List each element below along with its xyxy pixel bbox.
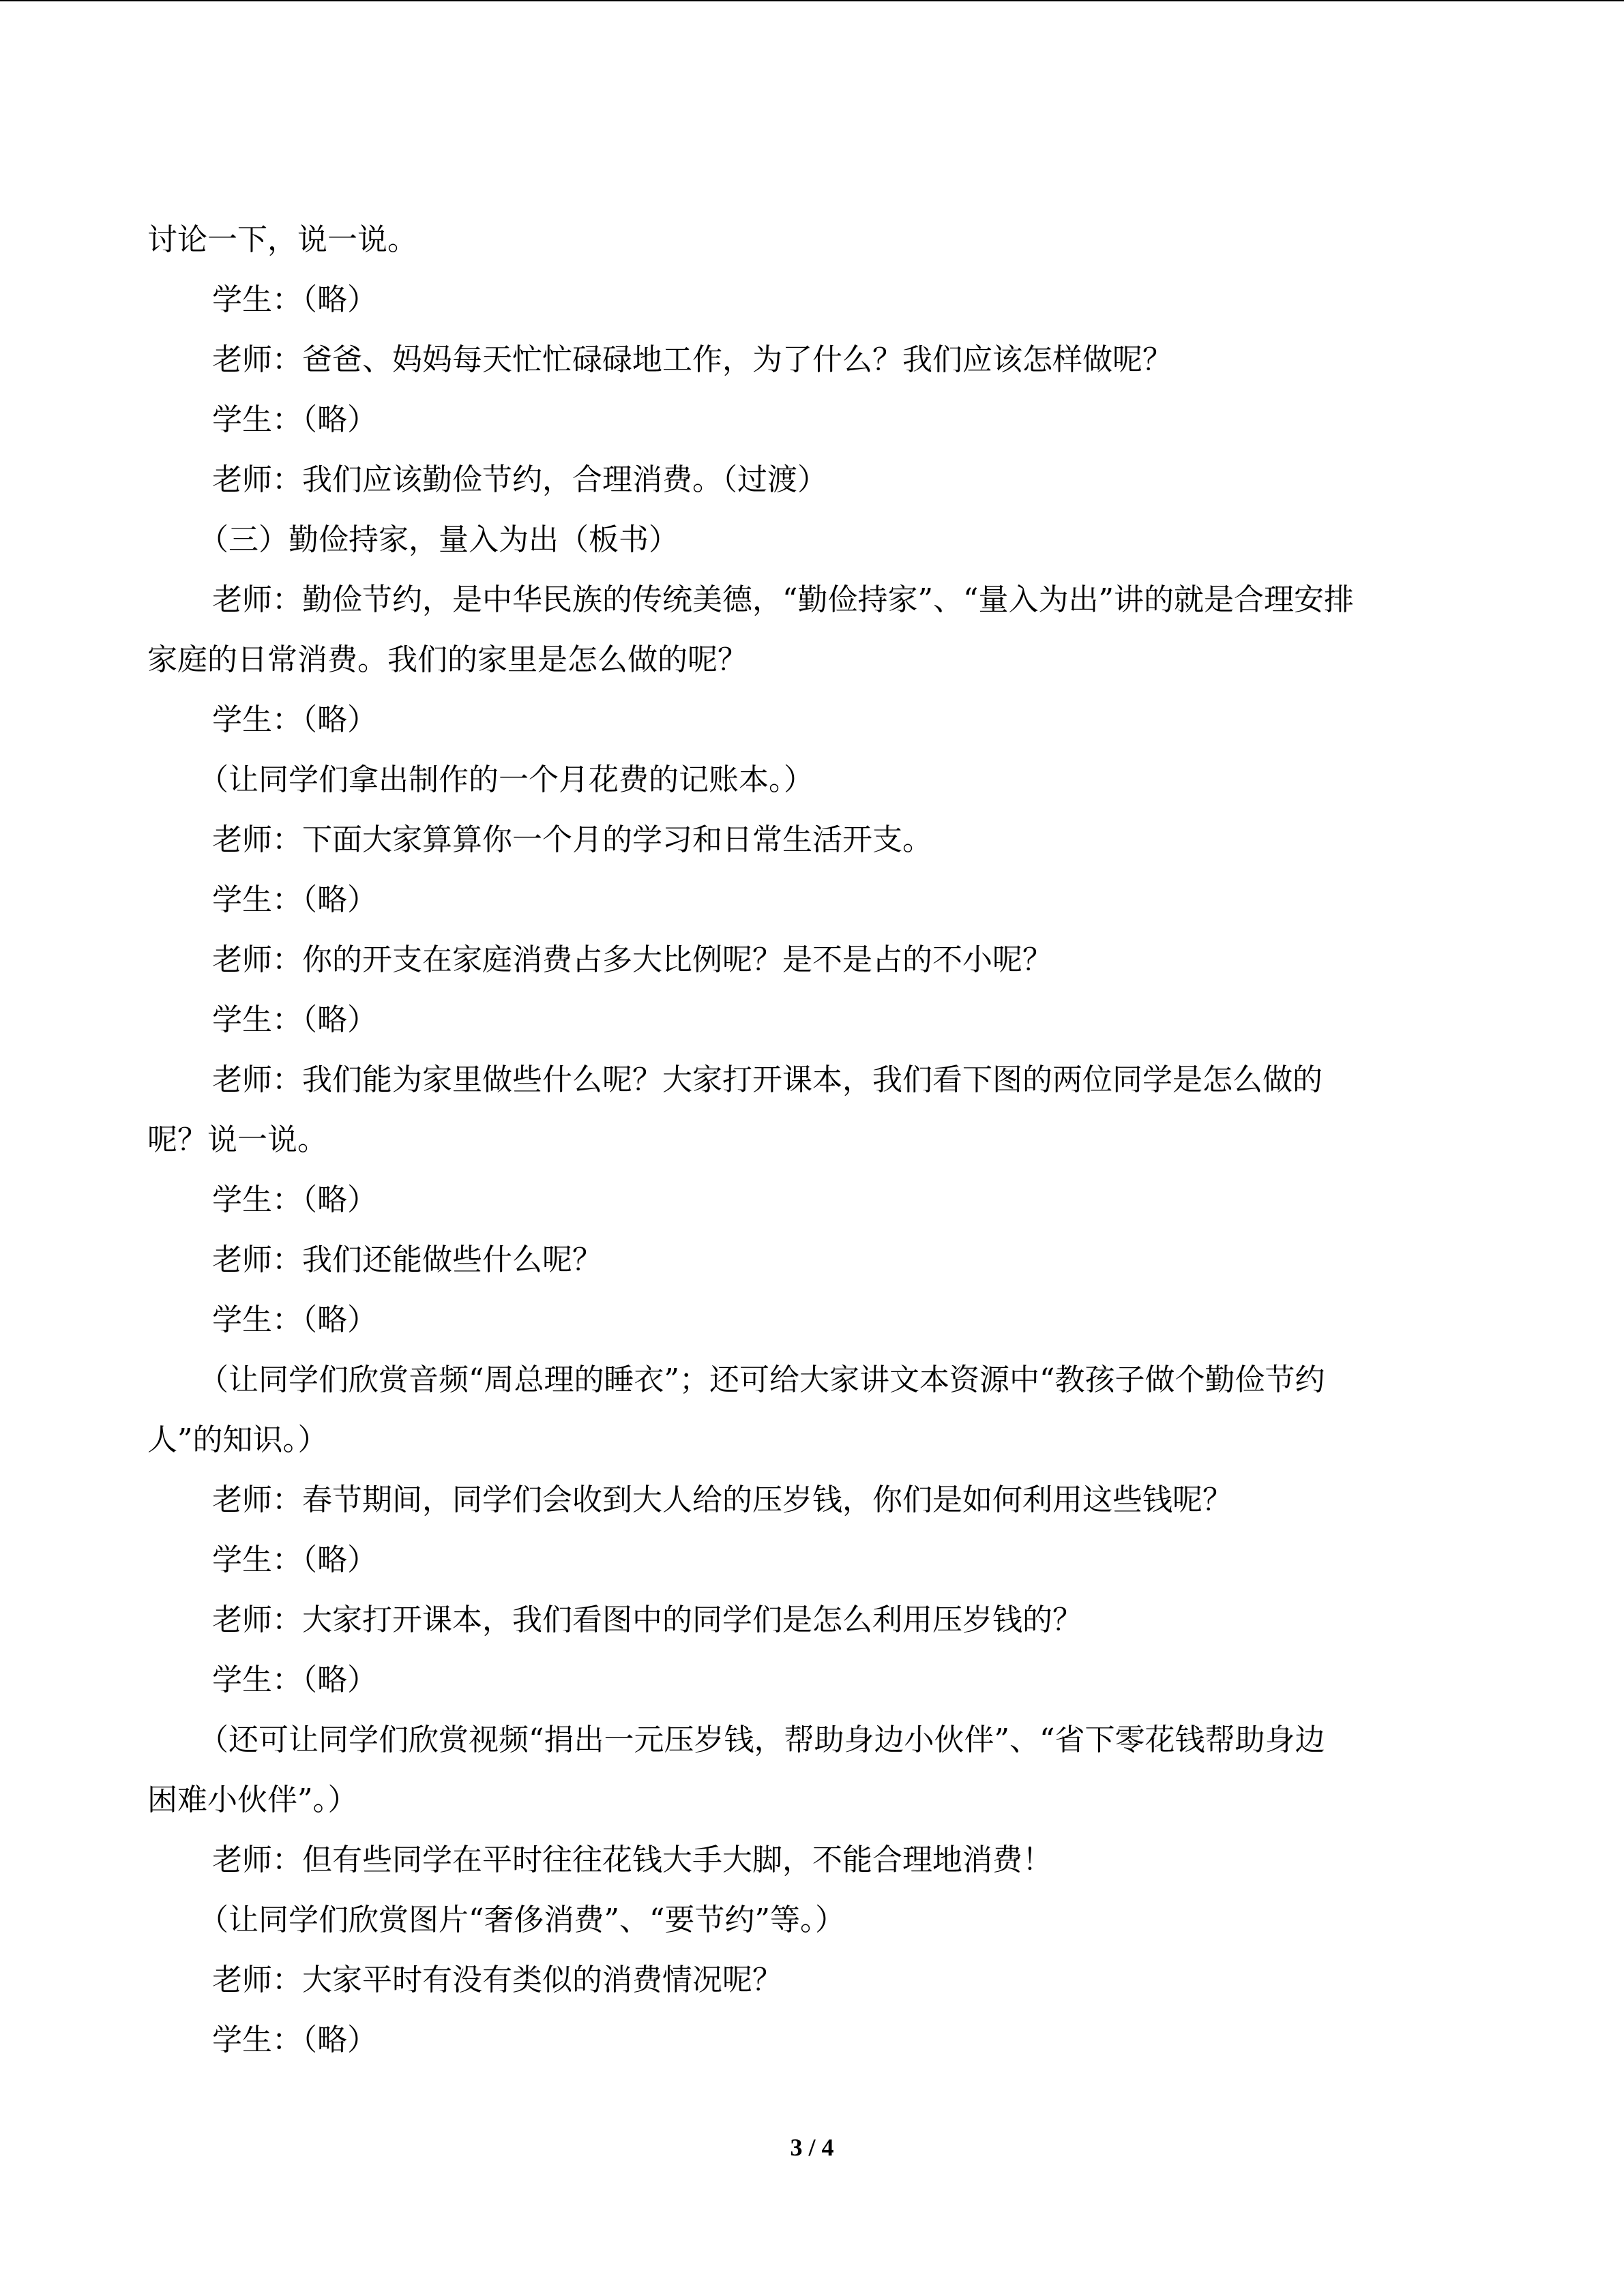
paragraph-line: 学生：（略）: [212, 1002, 377, 1037]
document-body: [147, 210, 1484, 2070]
paragraph-line: 老师：我们还能做些什么呢？: [212, 1242, 602, 1277]
paragraph-line: 老师：爸爸、妈妈每天忙忙碌碌地工作，为了什么？我们应该怎样做呢？: [212, 342, 1172, 377]
paragraph-line: 老师：但有些同学在平时往往花钱大手大脚，不能合理地消费！: [212, 1843, 1052, 1877]
paragraph-line: （三）勤俭持家，量入为出（板书）: [198, 522, 679, 557]
paragraph-line: 学生：（略）: [212, 2023, 377, 2057]
page-number: 3 / 4: [790, 2134, 834, 2161]
paragraph-line: 老师：勤俭节约，是中华民族的传统美德，“勤俭持家”、“量入为出”讲的就是合理安排: [212, 582, 1354, 617]
paragraph-line: 老师：大家打开课本，我们看图中的同学们是怎么利用压岁钱的？: [212, 1602, 1082, 1637]
paragraph-line: 老师：大家平时有没有类似的消费情况呢？: [212, 1963, 782, 1997]
paragraph-line: 人”的知识。）: [147, 1422, 328, 1457]
paragraph-line: 老师：下面大家算算你一个月的学习和日常生活开支。: [212, 822, 932, 857]
paragraph-line: 学生：（略）: [212, 882, 377, 917]
paragraph-line: （还可让同学们欣赏视频“捐出一元压岁钱，帮助身边小伙伴”、“省下零花钱帮助身边: [198, 1723, 1325, 1757]
paragraph-line: 学生：（略）: [212, 702, 377, 737]
paragraph-line: 呢？说一说。: [147, 1122, 327, 1157]
paragraph-line: 老师：我们能为家里做些什么呢？大家打开课本，我们看下图的两位同学是怎么做的: [212, 1062, 1323, 1097]
paragraph-line: 学生：（略）: [212, 282, 377, 317]
paragraph-line: （让同学们欣赏图片“奢侈消费”、“要节约”等。）: [198, 1903, 845, 1937]
paragraph-line: （让同学们欣赏音频“周总理的睡衣”；还可给大家讲文本资源中“教孩子做个勤俭节约: [198, 1362, 1325, 1397]
paragraph-line: 学生：（略）: [212, 402, 377, 437]
paragraph-line: 老师：我们应该勤俭节约，合理消费。（过渡）: [212, 462, 827, 497]
paragraph-line: 老师：你的开支在家庭消费占多大比例呢？是不是占的不小呢？: [212, 942, 1052, 977]
paragraph-line: 家庭的日常消费。我们的家里是怎么做的呢？: [147, 642, 748, 677]
paragraph-line: 讨论一下，说一说。: [147, 222, 417, 257]
paragraph-line: 老师：春节期间，同学们会收到大人给的压岁钱，你们是如何利用这些钱呢？: [212, 1482, 1232, 1517]
paragraph-line: 学生：（略）: [212, 1182, 377, 1217]
paragraph-line: 学生：（略）: [212, 1302, 377, 1337]
paragraph-line: 学生：（略）: [212, 1663, 377, 1697]
paragraph-line: （让同学们拿出制作的一个月花费的记账本。）: [198, 762, 814, 797]
paragraph-line: 困难小伙伴”。）: [147, 1783, 358, 1817]
paragraph-line: 学生：（略）: [212, 1542, 377, 1577]
top-border-line: [0, 0, 1624, 1]
